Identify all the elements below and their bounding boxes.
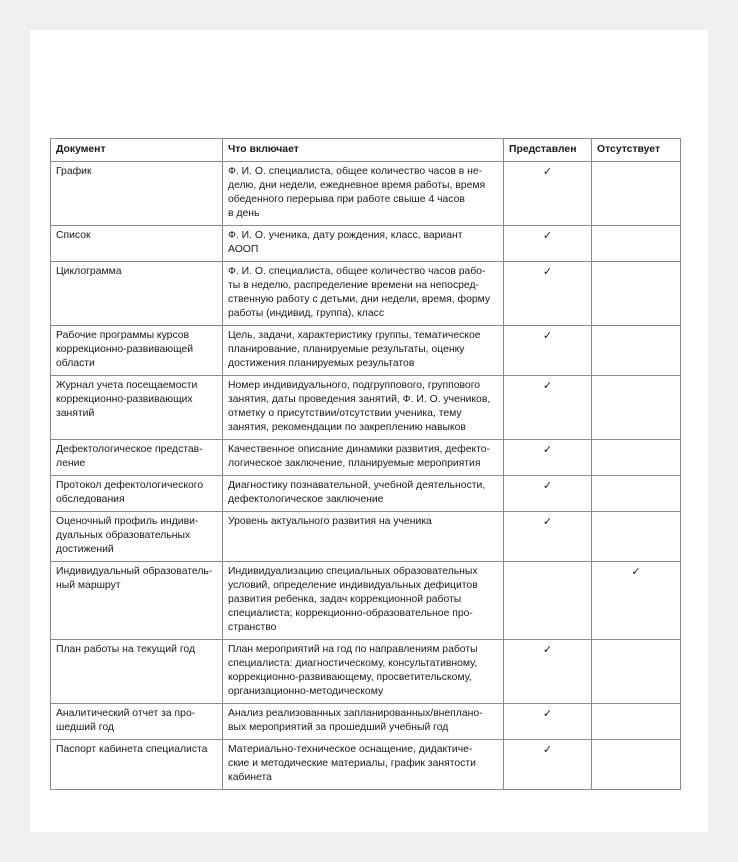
- table-row: [51, 512, 681, 562]
- table-row: [51, 640, 681, 704]
- absent-cell: [592, 440, 681, 476]
- checkmark-icon: ✓: [542, 744, 553, 756]
- present-cell: [504, 640, 592, 704]
- checkmark-icon: ✓: [542, 444, 553, 456]
- checkmark-icon: ✓: [542, 516, 553, 528]
- document-contents-cell: Уровень актуального развития на ученика: [223, 512, 504, 562]
- absent-cell: [592, 704, 681, 740]
- document-name-cell: План работы на текущий год: [51, 640, 223, 704]
- present-cell: [504, 740, 592, 790]
- absent-cell: [592, 326, 681, 376]
- document-name-cell: Журнал учета посещаемости коррекционно-развивающих занятий: [51, 376, 223, 440]
- table-body: [51, 162, 681, 790]
- table-row: [51, 740, 681, 790]
- document-contents-cell: План мероприятий на год по направлениям работы специалиста: диагностическому, консультативному, коррекционно-развивающему, просветительскому, организационно-методическому: [223, 640, 504, 704]
- document-name-cell: Дефектологическое представ- ление: [51, 440, 223, 476]
- checkmark-icon: ✓: [542, 266, 553, 278]
- checkmark-icon: ✓: [542, 644, 553, 656]
- document-name-cell: Циклограмма: [51, 262, 223, 326]
- document-name-cell: Рабочие программы курсов коррекционно-развивающей области: [51, 326, 223, 376]
- absent-cell: [592, 562, 681, 640]
- documents-table: [50, 138, 681, 790]
- present-cell: [504, 376, 592, 440]
- document-page: [30, 30, 708, 832]
- table-row: [51, 476, 681, 512]
- present-cell: [504, 326, 592, 376]
- document-contents-cell: Номер индивидуального, подгруппового, группового занятия, даты проведения занятий, Ф. И. О. учеников, отметку о присутствии/отсутствии ученика, тему занятия, рекомендации по закреплению навыков: [223, 376, 504, 440]
- table-row: [51, 704, 681, 740]
- header-includes: Что включает: [223, 139, 504, 162]
- absent-cell: [592, 376, 681, 440]
- document-name-cell: Протокол дефектологического обследования: [51, 476, 223, 512]
- document-contents-cell: Качественное описание динамики развития, дефекто- логическое заключение, планируемые мероприятия: [223, 440, 504, 476]
- document-contents-cell: Цель, задачи, характеристику группы, тематическое планирование, планируемые результаты, оценку достижения планируемых результатов: [223, 326, 504, 376]
- document-contents-cell: Анализ реализованных запланированных/внеплано- вых мероприятий за прошедший учебный год: [223, 704, 504, 740]
- document-contents-cell: Индивидуализацию специальных образовательных условий, определение индивидуальных дефицитов развития ребенка, задач коррекционной работы специалиста; коррекционно-образовательное про- странство: [223, 562, 504, 640]
- absent-cell: [592, 226, 681, 262]
- checkmark-icon: ✓: [542, 480, 553, 492]
- present-cell: [504, 512, 592, 562]
- present-cell: [504, 226, 592, 262]
- header-absent: Отсутствует: [592, 139, 681, 162]
- header-present: Представлен: [504, 139, 592, 162]
- present-cell: [504, 476, 592, 512]
- absent-cell: [592, 640, 681, 704]
- header-document: Документ: [51, 139, 223, 162]
- checkmark-icon: ✓: [542, 708, 553, 720]
- absent-cell: [592, 740, 681, 790]
- table-header-row: [51, 139, 681, 162]
- absent-cell: [592, 476, 681, 512]
- checkmark-icon: ✓: [542, 380, 553, 392]
- document-contents-cell: Ф. И. О. специалиста, общее количество часов в не- делю, дни недели, ежедневное время работы, время обеденного перерыва при работе свыше 4 часов в день: [223, 162, 504, 226]
- checkmark-icon: ✓: [542, 230, 553, 242]
- absent-cell: [592, 262, 681, 326]
- document-name-cell: Список: [51, 226, 223, 262]
- document-contents-cell: Ф. И. О. ученика, дату рождения, класс, вариант АООП: [223, 226, 504, 262]
- present-cell: [504, 262, 592, 326]
- document-name-cell: Оценочный профиль индиви- дуальных образовательных достижений: [51, 512, 223, 562]
- present-cell: [504, 562, 592, 640]
- table-row: [51, 326, 681, 376]
- checkmark-icon: ✓: [542, 330, 553, 342]
- table-row: [51, 162, 681, 226]
- absent-cell: [592, 512, 681, 562]
- table-row: [51, 376, 681, 440]
- document-contents-cell: Материально-техническое оснащение, дидактиче- ские и методические материалы, график занятости кабинета: [223, 740, 504, 790]
- present-cell: [504, 162, 592, 226]
- checkmark-icon: ✓: [631, 566, 641, 578]
- document-name-cell: График: [51, 162, 223, 226]
- document-contents-cell: Диагностику познавательной, учебной деятельности, дефектологическое заключение: [223, 476, 504, 512]
- table-row: [51, 262, 681, 326]
- present-cell: [504, 440, 592, 476]
- document-contents-cell: Ф. И. О. специалиста, общее количество часов рабо- ты в неделю, распределение времени на непосред- ственную работу с детьми, дни недели, время, форму работы (индивид, группа), класс: [223, 262, 504, 326]
- table-row: [51, 440, 681, 476]
- table-row: [51, 226, 681, 262]
- present-cell: [504, 704, 592, 740]
- absent-cell: [592, 162, 681, 226]
- checkmark-icon: ✓: [542, 166, 553, 178]
- document-name-cell: Индивидуальный образователь- ный маршрут: [51, 562, 223, 640]
- document-name-cell: Аналитический отчет за про- шедший год: [51, 704, 223, 740]
- table-row: [51, 562, 681, 640]
- document-name-cell: Паспорт кабинета специалиста: [51, 740, 223, 790]
